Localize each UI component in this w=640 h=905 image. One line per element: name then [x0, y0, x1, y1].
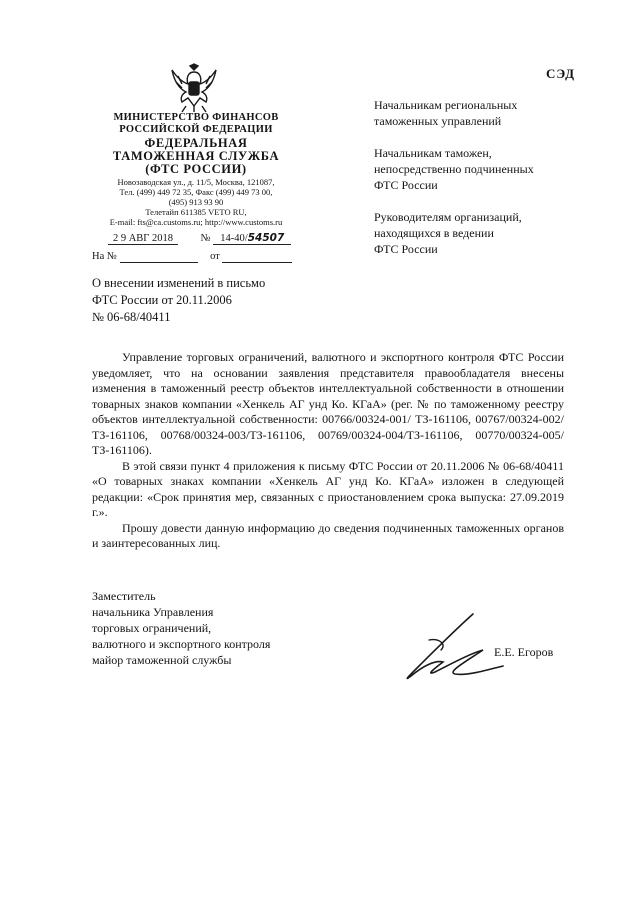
registration-number-label: № — [200, 233, 211, 244]
signatory-line: начальника Управления — [92, 605, 214, 619]
subject-line: ФТС России от 20.11.2006 — [92, 293, 232, 307]
contact-line: Тел. (499) 449 72 35, Факс (499) 449 73 00, — [119, 187, 273, 197]
addressee-line: ФТС России — [374, 242, 438, 256]
contact-block — [92, 177, 300, 227]
contact-line: (495) 913 93 90 — [168, 197, 224, 207]
reference-from-label: от — [210, 251, 220, 262]
addressee-line: Начальникам региональных — [374, 98, 518, 112]
body-paragraph: Прошу довести данную информацию до сведения подчиненных таможенных органов и заинтересованных лиц. — [92, 520, 564, 550]
service-line: (ФТС РОССИИ) — [145, 162, 247, 176]
subject-line: № 06-68/40411 — [92, 310, 171, 324]
registration-number-handwritten: 54507 — [247, 232, 285, 244]
registration-date: 2 9 АВГ 2018 — [108, 233, 178, 245]
signatory-line: майор таможенной службы — [92, 653, 232, 667]
addressee-line: ФТС России — [374, 178, 438, 192]
coat-of-arms-icon — [168, 62, 220, 114]
ministry-line: РОССИЙСКОЙ ФЕДЕРАЦИИ — [119, 124, 273, 135]
signatory-block — [92, 588, 312, 668]
addressee-line: Начальникам таможен, — [374, 146, 492, 160]
addressee-regional — [374, 97, 574, 129]
addressee-customs — [374, 145, 574, 193]
body-paragraph: Управление торговых ограничений, валютного и экспортного контроля ФТС России уведомляет, что на основании заявления представителя правообладателя внесены изменения в таможенный реестр объектов интеллектуальной собственности в отношении товарных знаков компании «Хенкель АГ унд Ко. КГаА» (рег. № по таможенному реестру объектов интеллектуальной собственности: 00766/00324-001/ ТЗ-161106, 00767/00324-002/ ТЗ-161106, 00768/00324-003/ТЗ-161106, 00769/00324-004/ТЗ-161106, 00770/00324-005/ ТЗ-161106). — [92, 350, 564, 457]
subject-line: О внесении изменений в письмо — [92, 276, 266, 290]
corner-mark: СЭД — [546, 66, 576, 81]
addressee-organizations — [374, 209, 574, 257]
registration-number-printed: 14-40/ — [220, 233, 248, 244]
ministry-name — [92, 112, 300, 136]
reference-row — [92, 251, 292, 263]
service-line: ФЕДЕРАЛЬНАЯ — [144, 136, 248, 150]
contact-line: Новозаводская ул., д. 11/5, Москва, 121087, — [117, 177, 275, 187]
body-paragraph: В этой связи пункт 4 приложения к письму ФТС России от 20.11.2006 № 06-68/40411 «О товарных знаках компании «Хенкель АГ унд Ко. КГаА» изложен в следующей редакции: «Срок принятия мер, связанных с приостановлением срока выпуска: 27.09.2019 г.». — [92, 458, 564, 519]
letter-body — [92, 350, 564, 552]
addressee-line: таможенных управлений — [374, 114, 502, 128]
reference-date-blank — [222, 251, 292, 263]
addressee-line: Руководителям организаций, — [374, 210, 522, 224]
service-name — [92, 137, 300, 176]
ministry-line: МИНИСТЕРСТВО ФИНАНСОВ — [113, 112, 279, 123]
letter-subject — [92, 275, 322, 326]
registration-number — [213, 232, 291, 245]
registration-row — [108, 232, 291, 245]
contact-line: Телетайп 611385 VETO RU, — [145, 207, 247, 217]
signatory-line: торговых ограничений, — [92, 621, 212, 635]
addressee-line: находящихся в ведении — [374, 226, 494, 240]
signatory-name: Е.Е. Егоров — [494, 645, 554, 659]
addressee-line: непосредственно подчиненных — [374, 162, 534, 176]
signatory-line: валютного и экспортного контроля — [92, 637, 271, 651]
signatory-line: Заместитель — [92, 589, 156, 603]
reference-number-blank — [120, 251, 198, 263]
contact-line: E-mail: fts@ca.customs.ru; http://www.customs.ru — [109, 217, 283, 227]
handwritten-signature — [395, 610, 510, 690]
reference-prefix: На № — [92, 251, 117, 262]
service-line: ТАМОЖЕННАЯ СЛУЖБА — [112, 149, 280, 163]
